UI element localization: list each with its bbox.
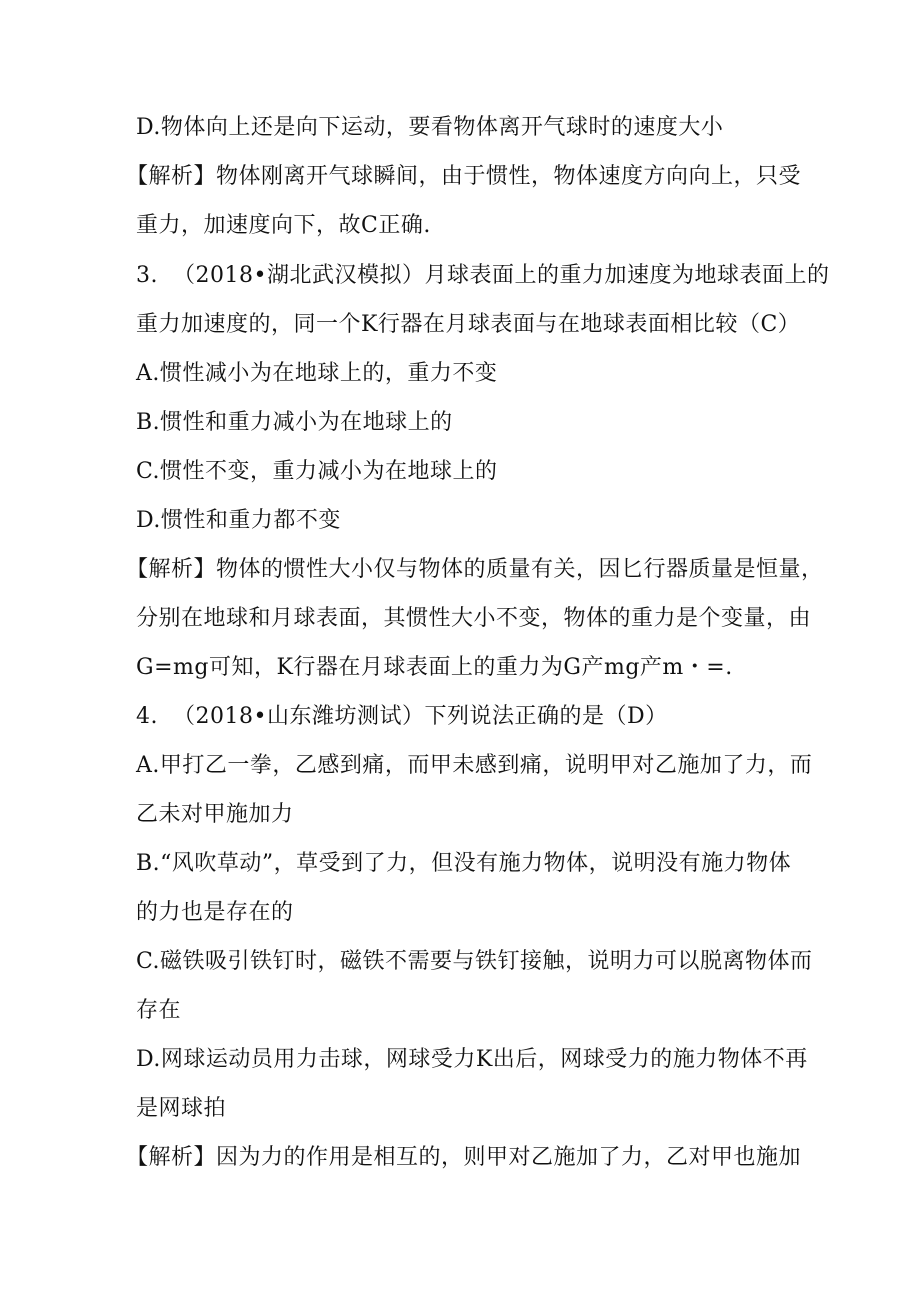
option-b-q3: B.惯性和重力减小为在地球上的 <box>136 410 453 435</box>
option-b-q4-line-2: 的力也是存在的 <box>136 900 294 925</box>
analysis-q2-line-2: 重力，加速度向下，故C正确. <box>136 213 431 238</box>
analysis-q3-line-2: 分别在地球和月球表面，其惯性大小不变，物体的重力是个变量，由 <box>136 606 812 631</box>
option-a-q4-line-2: 乙未对甲施加力 <box>136 802 294 827</box>
analysis-q3-line-3: G=mg可知，K行器在月球表面上的重力为G产mg产m・=. <box>136 655 733 680</box>
question-3-line-1: 3. （2018•湖北武汉模拟）月球表面上的重力加速度为地球表面上的 <box>136 263 830 288</box>
option-d-q3: D.惯性和重力都不变 <box>136 508 341 533</box>
option-b-q4-line-1: B.“风吹草动”，草受到了力，但没有施力物体，说明没有施力物体 <box>136 851 792 876</box>
question-4: 4. （2018•山东潍坊测试）下列说法正确的是（D） <box>136 704 668 729</box>
option-d-q2: D.物体向上还是向下运动，要看物体离开气球时的速度大小 <box>136 115 724 140</box>
option-d-q4-line-1: D.网球运动员用力击球，网球受力K出后，网球受力的施力物体不再 <box>136 1047 808 1072</box>
option-c-q4-line-1: C.磁铁吸引铁钉时，磁铁不需要与铁钉接触，说明力可以脱离物体而 <box>136 949 813 974</box>
analysis-q4-line-1: 【解析】因为力的作用是相互的，则甲对乙施加了力，乙对甲也施加 <box>126 1145 802 1170</box>
option-c-q3: C.惯性不变，重力减小为在地球上的 <box>136 459 498 484</box>
analysis-q2-line-1: 【解析】物体刚离开气球瞬间，由于惯性，物体速度方向向上，只受 <box>126 164 802 189</box>
option-c-q4-line-2: 存在 <box>136 998 182 1023</box>
analysis-q3-line-1: 【解析】物体的惯性大小仅与物体的质量有关，因匕行器质量是恒量， <box>126 557 824 582</box>
question-3-line-2: 重力加速度的，同一个K行器在月球表面与在地球表面相比较（C） <box>136 312 801 337</box>
option-d-q4-line-2: 是网球拍 <box>136 1096 227 1121</box>
option-a-q3: A.惯性减小为在地球上的，重力不变 <box>136 361 498 386</box>
option-a-q4-line-1: A.甲打乙一拳，乙感到痛，而甲未感到痛，说明甲对乙施加了力，而 <box>136 753 813 778</box>
